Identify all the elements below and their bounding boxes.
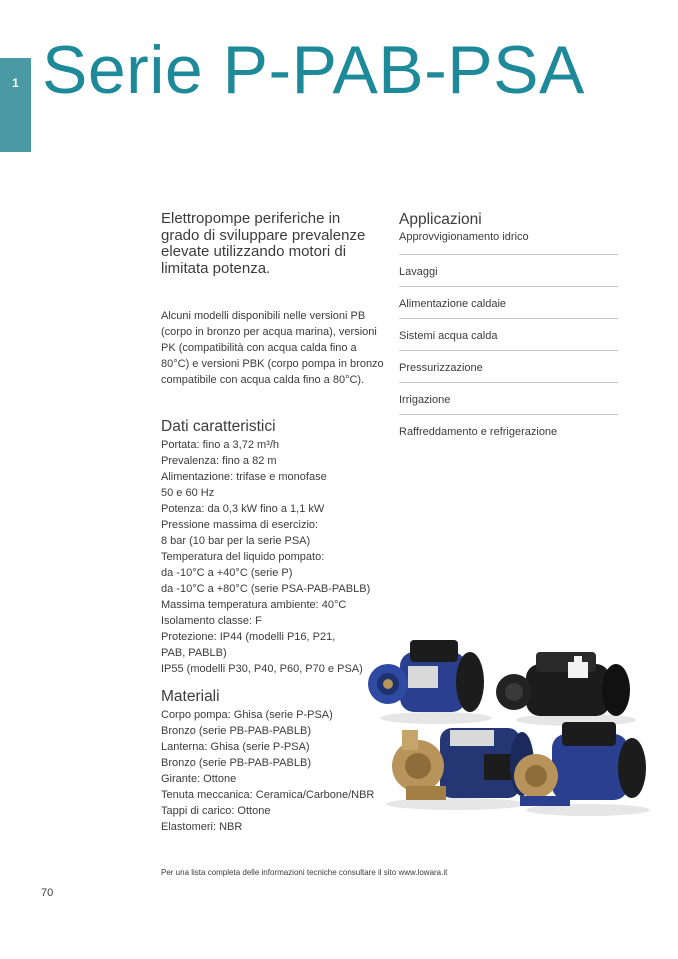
materials-list — [161, 707, 391, 835]
material-line: Tappi di carico: Ottone — [161, 805, 271, 817]
application-item: Sistemi acqua calda — [399, 319, 618, 351]
spec-line: PAB, PABLB) — [161, 647, 227, 659]
application-item: Raffreddamento e refrigerazione — [399, 426, 558, 438]
applications-list — [399, 230, 618, 447]
spec-line: Portata: fino a 3,72 m³/h — [161, 439, 280, 451]
pumps-photo — [366, 626, 654, 821]
spec-line: Temperatura del liquido pompato: — [161, 551, 325, 563]
application-item: Pressurizzazione — [399, 351, 618, 383]
spec-line: 8 bar (10 bar per la serie PSA) — [161, 535, 311, 547]
spec-line: da -10°C a +40°C (serie P) — [161, 567, 293, 579]
applications-heading: Applicazioni — [399, 211, 482, 228]
pump-bronze-bottom-left — [386, 728, 534, 810]
pump-blue-top-left — [368, 640, 492, 724]
spec-line: da -10°C a +80°C (serie PSA-PAB-PABLB) — [161, 583, 371, 595]
section-tab — [0, 58, 31, 152]
page-title: Serie P-PAB-PSA — [42, 32, 585, 108]
material-line: Bronzo (serie PB-PAB-PABLB) — [161, 725, 311, 737]
material-line: Corpo pompa: Ghisa (serie P-PSA) — [161, 709, 333, 721]
specs-section — [161, 418, 391, 677]
pump-blue-bottom-right — [514, 722, 650, 816]
material-line: Elastomeri: NBR — [161, 821, 243, 833]
spec-line: 50 e 60 Hz — [161, 487, 215, 499]
lead-paragraph: Elettropompe periferiche in grado di sviluppare prevalenze elevate utilizzando motori di limitata potenza. — [161, 210, 366, 277]
spec-line: Potenza: da 0,3 kW fino a 1,1 kW — [161, 503, 325, 515]
spec-line: Pressione massima di esercizio: — [161, 519, 319, 531]
section-tab-number: 1 — [12, 76, 19, 90]
application-item: Alimentazione caldaie — [399, 287, 618, 319]
footnote: Per una lista completa delle informazioni tecniche consultare il sito www.lowara.it — [161, 868, 448, 877]
application-item: Approvvigionamento idrico — [399, 230, 618, 255]
application-item: Irrigazione — [399, 383, 618, 415]
spec-line: IP55 (modelli P30, P40, P60, P70 e PSA) — [161, 663, 363, 675]
material-line: Lanterna: Ghisa (serie P-PSA) — [161, 741, 310, 753]
spec-line: Protezione: IP44 (modelli P16, P21, — [161, 631, 336, 643]
material-line: Bronzo (serie PB-PAB-PABLB) — [161, 757, 311, 769]
application-item: Lavaggi — [399, 255, 618, 287]
applications-section — [399, 211, 618, 447]
spec-line: Isolamento classe: F — [161, 615, 262, 627]
material-line: Tenuta meccanica: Ceramica/Carbone/NBR — [161, 789, 375, 801]
materials-heading: Materiali — [161, 688, 220, 705]
specs-heading: Dati caratteristici — [161, 418, 276, 435]
intro-paragraph: Alcuni modelli disponibili nelle versioni PB (corpo in bronzo per acqua marina), versioni PK (compatibilità con acqua calda fino a 80°C) e versioni PBK (corpo pompa in bronzo compatibile con acqua calda fino a 80°C). — [161, 310, 384, 386]
page-number: 70 — [41, 887, 54, 899]
spec-line: Alimentazione: trifase e monofase — [161, 471, 327, 483]
specs-list — [161, 437, 391, 677]
pump-black-top-right — [496, 652, 636, 726]
spec-line: Massima temperatura ambiente: 40°C — [161, 599, 347, 611]
material-line: Girante: Ottone — [161, 773, 237, 785]
materials-section — [161, 688, 391, 835]
spec-line: Prevalenza: fino a 82 m — [161, 455, 277, 467]
